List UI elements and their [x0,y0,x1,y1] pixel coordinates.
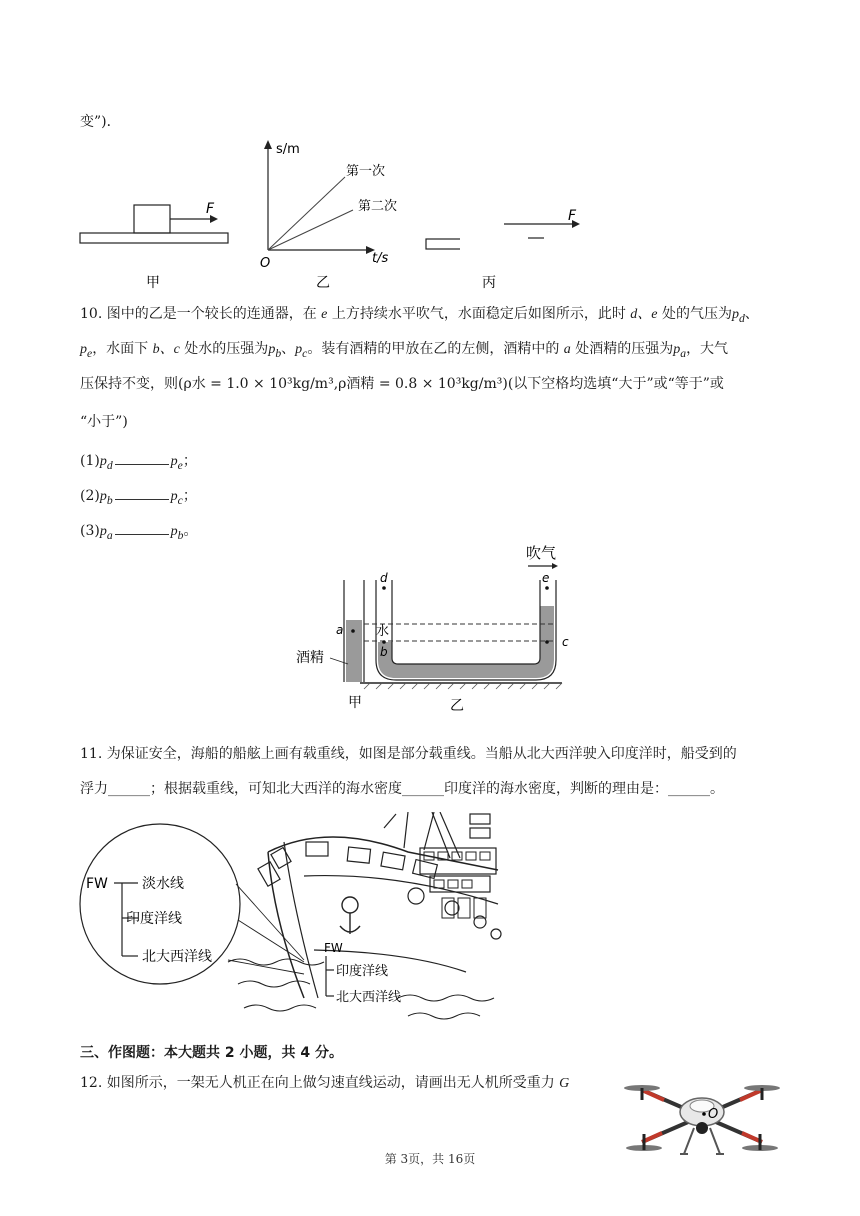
label-a: a [336,623,344,637]
q10-line1: 10. 图中的乙是一个较长的连通器，在 e 上方持续水平吹气，水面稳定后如图所示，此时 d、e 处的气压为$p_d$、 [80,306,759,325]
water-label: 水 [376,624,390,639]
q11-line2: 浮力______；根据载重线，可知北大西洋的海水密度______印度洋的海水密度，判断的理由是：______。 [80,781,724,797]
q10-line2: $p_e$，水面下 b、c 处水的压强为$p_b$、$p_c$。装有酒精的甲放在乙的左侧，酒精中的 a 处酒精的压强为$p_a$，大气 [80,341,729,360]
line-first [268,177,345,250]
jia-fig-label: 甲 [348,695,362,711]
yi-label: 乙 [316,275,330,291]
label-e: e [542,571,550,585]
anchor-ring [342,897,358,913]
porthole-rect [306,842,328,856]
wave-5 [408,1013,480,1019]
question-fragment: 变”)． [80,114,121,130]
answer-blank[interactable] [115,450,169,465]
point-d [382,586,386,590]
anchor-icon [340,913,360,934]
yi-fig-label: 乙 [450,698,464,714]
ship-fw-label: FW [324,941,343,955]
wave-3 [244,1005,316,1011]
alcohol-label: 酒精 [296,650,324,666]
answer-blank[interactable] [115,520,169,535]
q10-sub1: $(1)p_d$ $p_e$； [80,450,197,476]
fresh-water-line-label: 淡水线 [142,876,184,892]
bing-label: 丙 [482,275,496,291]
ship-bow-inner [284,842,318,998]
blow-arrow-head [552,563,558,569]
origin-label: O [260,256,271,271]
blow-label: 吹气 [526,544,557,562]
jia-block [134,205,170,233]
page-footer: 第 3页，共 16页 [384,1152,476,1166]
q10-sub3: $(3)p_a$ $p_b$。 [80,520,198,546]
drone-center-label: O [708,1107,719,1122]
ship-indian-label: 印度洋线 [336,964,389,979]
fw-label: FW [86,876,108,892]
q12-text: 12. 如图所示，一架无人机正在向上做匀速直线运动，请画出无人机所受重力 G [80,1075,570,1091]
section-heading: 三、作图题：本大题共 2 小题，共 4 分。 [80,1045,343,1061]
bing-force-label: F [568,208,577,224]
water-fill [378,606,554,678]
line-second [268,210,353,250]
wave-1 [228,959,324,965]
point-c [545,640,549,644]
label-c: c [562,635,569,649]
leader-mid [238,920,304,962]
q10-line3: 压保持不变，则(ρ水 = 1.0 × 10³kg/m³,ρ酒精 = 0.8 × 10³kg/m³)(以下空格均选填“大于”或“等于”或 [80,376,724,392]
label-b: b [380,645,388,659]
utube-inner [392,580,540,664]
line-second-label: 第二次 [358,199,398,214]
q10-line4: “小于”) [80,414,128,430]
axis-y-arrow [264,140,272,149]
answer-blank[interactable] [115,485,169,500]
label-d: d [380,571,388,585]
jia-force-label: F [206,201,215,217]
point-e [545,586,549,590]
axis-x-label: t/s [372,251,389,266]
axis-y-label: s/m [276,142,300,157]
ground-hatch [364,683,562,689]
point-b [382,640,386,644]
alcohol-fill [346,620,362,682]
q11-line1: 11. 为保证安全，海船的船舷上画有载重线，如图是部分载重线。当船从北大西洋驶入印度洋时，船受到的 [80,746,737,762]
alcohol-pointer [330,658,348,664]
jia-label: 甲 [146,275,160,291]
point-a [351,629,355,633]
indian-ocean-line-label: 印度洋线 [126,911,182,927]
figure-q10 [290,540,580,715]
q10-sub2: $(2)p_b$ $p_c$； [80,485,197,511]
figure-q9 [70,135,460,295]
line-first-label: 第一次 [346,164,386,179]
wave-4 [398,995,494,1001]
ship-atlantic-label: 北大西洋线 [336,990,402,1005]
figure-q9-bing [420,200,620,300]
figure-q11 [78,812,528,1024]
atlantic-line-label: 北大西洋线 [142,949,212,965]
jia-board [80,233,228,243]
